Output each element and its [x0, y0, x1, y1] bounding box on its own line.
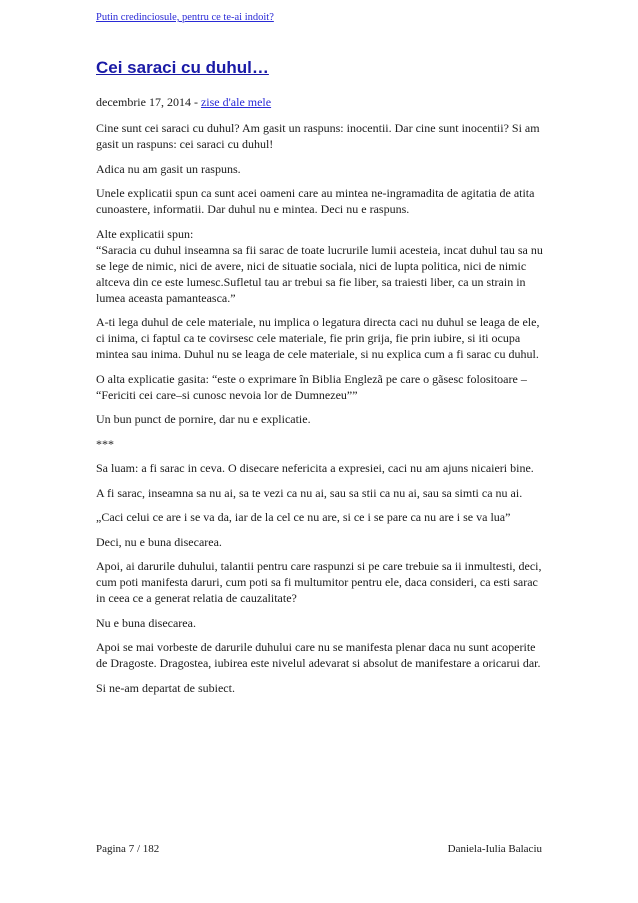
page-number: Pagina 7 / 182	[96, 843, 160, 855]
meta-separator: -	[193, 95, 198, 109]
page-header-link[interactable]: Putin credinciosule, pentru ce te-ai indoit?	[96, 12, 274, 23]
author-name: Daniela-Iulia Balaciu	[447, 843, 542, 855]
post-body	[96, 120, 546, 704]
page-footer	[96, 843, 542, 855]
paragraph: Apoi se mai vorbeste de darurile duhului care nu se manifesta plenar daca nu sunt acoperite de Dragoste. Dragostea, iubirea este nivelul adevarat si absolut de manifestare a oricarui dar.	[96, 640, 541, 670]
post-meta	[96, 95, 271, 110]
quote-paragraph: „Caci celui ce are i se va da, iar de la cel ce nu are, si ce i se pare ca nu are i se va lua”	[96, 510, 511, 524]
paragraph: Adica nu am gasit un raspuns.	[96, 161, 241, 176]
paragraph: Alte explicatii spun: “Saracia cu duhul inseamna sa fii sarac de toate lucrurile lumii acesteia, incat duhul tau sa nu se lege de nimic, nici de avere, nici de situatie sociala, nici de lupta politica, nici de nimic altceva din ce este lumesc.Sufletul tau ar trebui sa fie liber, sa traiesti liber, ca un strain in lumea aceasta pamanteasca.”	[96, 226, 543, 305]
category-link[interactable]: zise d'ale mele	[200, 95, 272, 109]
paragraph: Nu e buna disecarea.	[96, 615, 196, 630]
post-title[interactable]: Cei saraci cu duhul…	[96, 58, 269, 77]
paragraph: Apoi, ai darurile duhului, talantii pentru care raspunzi si pe care trebuie sa ii inmultesti, deci, cum poti manifesta daruri, cum poti sa fi multumitor pentru ele, daca consideri, ca esti sarac in ceea ce a generat relatia de cauzalitate?	[96, 559, 542, 605]
section-divider: ***	[96, 436, 114, 451]
paragraph: Unele explicatii spun ca sunt acei oameni care au mintea ne-ingramadita de agitatia de atita cunoastere, informatii. Dar duhul nu e mintea. Deci nu e raspuns.	[96, 186, 535, 216]
paragraph: Si ne-am departat de subiect.	[96, 680, 235, 695]
post-date: decembrie 17, 2014	[96, 95, 191, 109]
paragraph: O alta explicatie gasita: “este o exprimare în Biblia Englezã pe care o gãsesc folositoare – “Fericiti cei care–si cunosc nevoia lor de Dumnezeu””	[96, 371, 527, 402]
paragraph: Sa luam: a fi sarac in ceva. O disecare nefericita a expresiei, caci nu am ajuns nicaieri bine.	[96, 461, 534, 475]
paragraph: Un bun punct de pornire, dar nu e explicatie.	[96, 412, 311, 426]
paragraph: Deci, nu e buna disecarea.	[96, 534, 222, 549]
paragraph: A fi sarac, inseamna sa nu ai, sa te vezi ca nu ai, sau sa stii ca nu ai, sau sa simti ca nu ai.	[96, 485, 523, 500]
paragraph: A-ti lega duhul de cele materiale, nu implica o legatura directa caci nu duhul se leaga de ele, ci inima, ci faptul ca te covirsesc cele materiale, fie prin grija, fie prin iubire, si iti ocupa mintea sau inima. Duhul nu se leaga de cele materiale, si nu explica cum a fi sarac cu duhul.	[96, 315, 540, 361]
paragraph: Cine sunt cei saraci cu duhul? Am gasit un raspuns: inocentii. Dar cine sunt inocentii? Si am gasit un raspuns: cei saraci cu duhul!	[96, 121, 540, 151]
